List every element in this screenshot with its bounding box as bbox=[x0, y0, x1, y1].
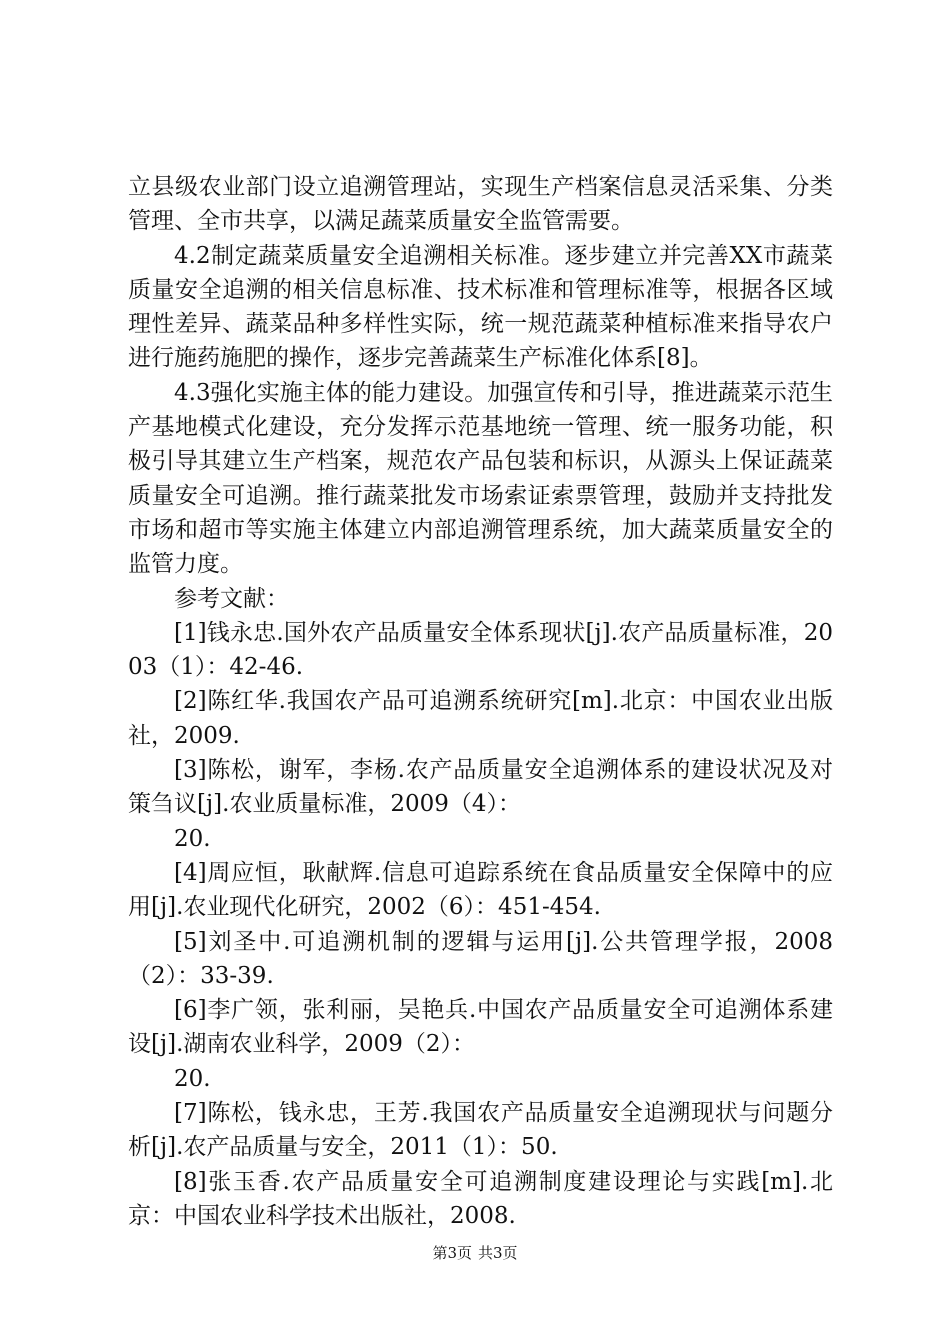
reference-item: [3]陈松，谢军，李杨.农产品质量安全追溯体系的建设状况及对策刍议[j].农业质量标准，2009（4）： bbox=[128, 757, 833, 818]
document-body bbox=[128, 170, 833, 1233]
reference-item: [5]刘圣中.可追溯机制的逻辑与运用[j].公共管理学报，2008（2）：33-39. bbox=[128, 928, 833, 989]
reference-item-continuation: 20. bbox=[174, 1065, 211, 1092]
page-total: 共3页 bbox=[478, 1244, 518, 1262]
references-heading: 参考文献： bbox=[174, 585, 289, 612]
page-number: 第3页 bbox=[432, 1244, 472, 1262]
reference-item: [7]陈松，钱永忠，王芳.我国农产品质量安全追溯现状与问题分析[j].农产品质量与安全，2011（1）：50. bbox=[128, 1100, 833, 1161]
reference-item: [8]张玉香.农产品质量安全可追溯制度建设理论与实践[m].北京：中国农业科学技术出版社，2008. bbox=[128, 1168, 833, 1229]
reference-item: [2]陈红华.我国农产品可追溯系统研究[m].北京：中国农业出版社，2009. bbox=[128, 688, 833, 749]
reference-item: [4]周应恒，耿献辉.信息可追踪系统在食品质量安全保障中的应用[j].农业现代化研究，2002（6）：451-454. bbox=[128, 859, 833, 921]
paragraph-4-2: 4.2制定蔬菜质量安全追溯相关标准。逐步建立并完善XX市蔬菜质量安全追溯的相关信息标准、技术标准和管理标准等，根据各区域理性差异、蔬菜品种多样性实际，统一规范蔬菜种植标准来指导农户进行施药施肥的操作，逐步完善蔬菜生产标准化体系[8]。 bbox=[128, 242, 833, 372]
paragraph-continued: 立县级农业部门设立追溯管理站，实现生产档案信息灵活采集、分类管理、全市共享，以满足蔬菜质量安全监管需要。 bbox=[128, 174, 833, 235]
reference-item: [6]李广领，张利丽，吴艳兵.中国农产品质量安全可追溯体系建设[j].湖南农业科学，2009（2）： bbox=[128, 997, 833, 1058]
page-footer bbox=[0, 1243, 950, 1263]
paragraph-4-3: 4.3强化实施主体的能力建设。加强宣传和引导，推进蔬菜示范生产基地模式化建设，充分发挥示范基地统一管理、统一服务功能，积极引导其建立生产档案，规范农产品包装和标识，从源头上保证蔬菜质量安全可追溯。推行蔬菜批发市场索证索票管理，鼓励并支持批发市场和超市等实施主体建立内部追溯管理系统，加大蔬菜质量安全的监管力度。 bbox=[128, 379, 833, 578]
reference-item: [1]钱永忠.国外农产品质量安全体系现状[j].农产品质量标准，2003（1）：42-46. bbox=[128, 619, 833, 681]
reference-item-continuation: 20. bbox=[174, 825, 211, 852]
